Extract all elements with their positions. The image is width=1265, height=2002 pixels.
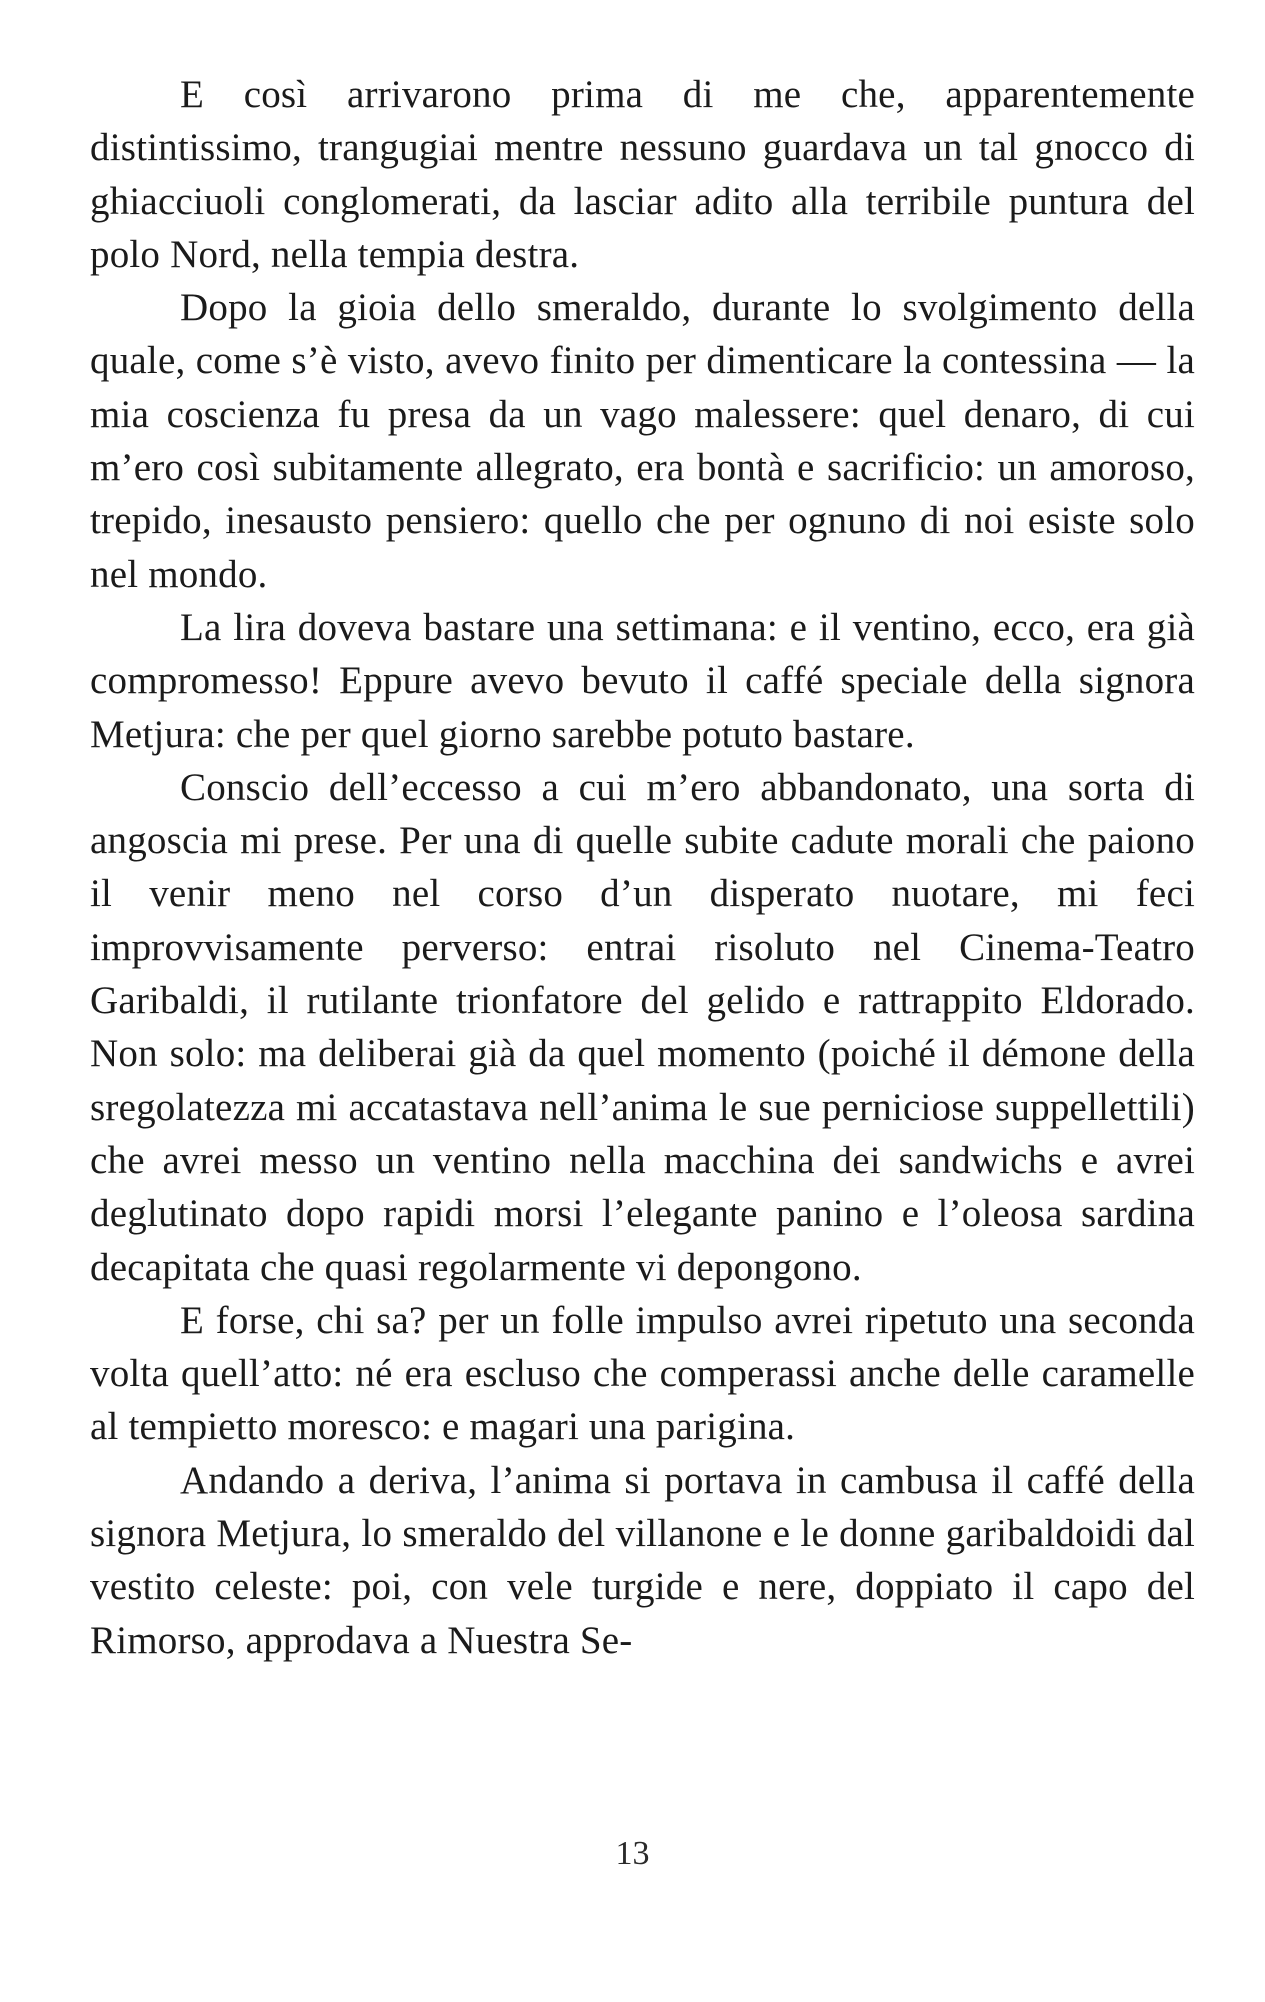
paragraph-4: Conscio dell’eccesso a cui m’ero abbandonato, una sorta di angoscia mi prese. Per una di quelle subite cadute morali che paiono il venir meno nel corso d’un disperato nuotare, mi feci improvvisamente perverso: entrai risoluto nel Cinema-Teatro Garibaldi, il rutilante trionfatore del gelido e rattrappito Eldorado. Non solo: ma deliberai già da quel momento (poiché il démone della sregolatezza mi accatastava nell’anima le sue perniciose suppellettili) che avrei messo un ventino nella macchina dei sandwichs e avrei deglutinato dopo rapidi morsi l’elegante panino e l’oleosa sardina decapitata che quasi regolarmente vi depongono. — [90, 765, 1195, 1289]
paragraph-2: Dopo la gioia dello smeraldo, durante lo svolgimento della quale, come s’è visto, avevo finito per dimenticare la contessina — la mia coscienza fu presa da un vago malessere: quel denaro, di cui m’ero così subitamente allegrato, era bontà e sacrificio: un amoroso, trepido, inesausto pensiero: quello che per ognuno di noi esiste solo nel mondo. — [90, 286, 1195, 596]
paragraph-3: La lira doveva bastare una settimana: e il ventino, ecco, era già compromesso! Eppure avevo bevuto il caffé speciale della signora Metjura: che per quel giorno sarebbe potuto bastare. — [90, 605, 1195, 756]
body-text — [90, 68, 1195, 1667]
paragraph-6: Andando a deriva, l’anima si portava in cambusa il caffé della signora Metjura, lo smeraldo del villanone e le donne garibaldoidi dal vestito celeste: poi, con vele turgide e nere, doppiato il capo del Rimorso, approdava a Nuestra Se- — [90, 1458, 1195, 1662]
page-number: 13 — [615, 1835, 650, 1872]
paragraph-1: E così arrivarono prima di me che, apparentemente distintissimo, trangugiai mentre nessuno guardava un tal gnocco di ghiacciuoli conglomerati, da lasciar adito alla terribile puntura del polo Nord, nella tempia destra. — [90, 73, 1195, 276]
paragraph-5: E forse, chi sa? per un folle impulso avrei ripetuto una seconda volta quell’atto: né era escluso che comperassi anche delle caramelle al tempietto moresco: e magari una parigina. — [90, 1298, 1195, 1449]
